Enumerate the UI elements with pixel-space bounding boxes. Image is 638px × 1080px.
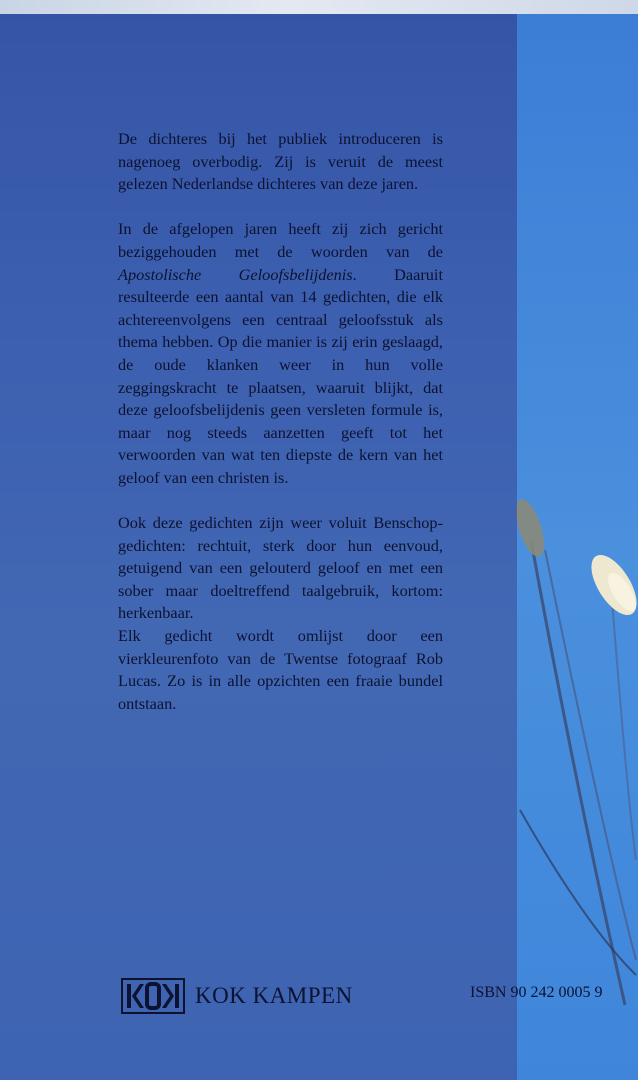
blurb-paragraph-style: Ook deze gedichten zijn weer voluit Benschop-gedichten: rechtuit, sterk door hun eenvoud, getuigend van een gelouterd geloof en met een sober maar doeltreffend taalgebruik, kortom: herkenbaar. [118, 513, 443, 623]
sky-photo-strip [517, 14, 638, 1080]
kok-logo-icon [121, 978, 185, 1014]
blurb-text: . Daaruit resulteerde een aantal van 14 gedichten, die elk achtereenvolgens een centraal geloofsstuk als thema hebben. Op die manier is zij erin geslaagd, de oude klanken weer in hun volle zeggingskracht te plaatsen, waaruit blijkt, dat deze geloofsbelijdenis geen versleten formule is, maar nog steeds aanzetten geeft tot het verwoorden van wat ten diepste de kern van het geloof van een christen is. [118, 264, 443, 487]
blurb-paragraph-intro: De dichteres bij het publiek introduceren is nagenoeg overbodig. Zij is veruit de meest gelezen Nederlandse dichteres van deze jaren. [118, 129, 443, 194]
blurb-paragraph-apostolic [118, 218, 443, 489]
publisher-imprint [121, 978, 353, 1014]
cover-top-edge [0, 0, 638, 14]
book-title-italic: Apostolische Geloofsbelijdenis [118, 264, 353, 284]
isbn-number: ISBN 90 242 0005 9 [470, 984, 603, 1001]
publisher-name: KOK KAMPEN [195, 983, 353, 1008]
blurb-text: In de afgelopen jaren heeft zij zich gericht beziggehouden met de woorden van de [118, 219, 443, 261]
back-cover-blurb [118, 128, 443, 715]
blurb-paragraph-photos: Elk gedicht wordt omlijst door een vierkleurenfoto van de Twentse fotograaf Rob Lucas. Zo is in alle opzichten een fraaie bundel ontstaan. [118, 626, 443, 713]
